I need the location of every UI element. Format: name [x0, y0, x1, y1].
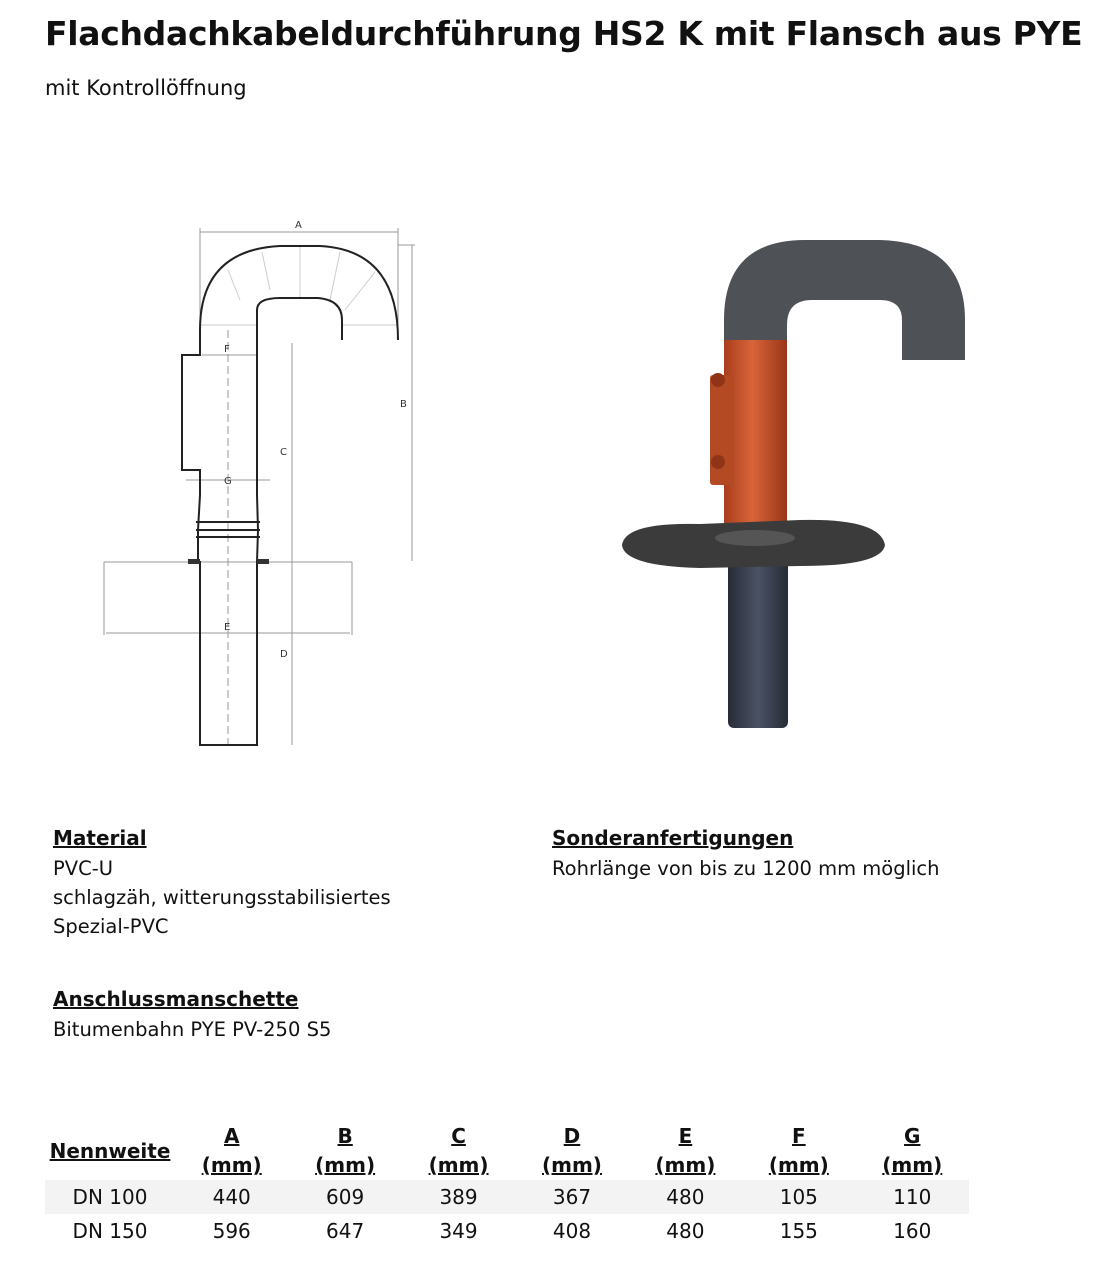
column-unit: (mm)	[882, 1153, 943, 1177]
table-cell: 367	[515, 1180, 628, 1214]
product-photo	[600, 220, 1000, 750]
table-cell: 155	[779, 1219, 818, 1243]
column-letter: G	[904, 1124, 921, 1148]
header-b	[288, 1122, 401, 1180]
column-letter: C	[451, 1124, 466, 1148]
table-cell: 647	[326, 1219, 365, 1243]
label-c: C	[280, 447, 287, 458]
column-letter: A	[223, 1124, 240, 1148]
header-d	[515, 1122, 628, 1180]
header-f	[742, 1122, 855, 1180]
table-cell: 408	[552, 1219, 592, 1243]
header-a	[175, 1122, 288, 1180]
table-cell: 596	[212, 1219, 251, 1243]
sonder-line: Rohrlänge von bis zu 1200 mm möglich	[552, 857, 940, 880]
column-unit: (mm)	[428, 1153, 489, 1177]
header-nennweite: Nennweite	[49, 1138, 171, 1163]
table-cell: 389	[402, 1180, 515, 1214]
column-unit: (mm)	[541, 1153, 602, 1177]
table-cell: 160	[893, 1219, 932, 1243]
label-b: B	[400, 399, 407, 410]
table-cell: 440	[175, 1180, 288, 1214]
column-unit: (mm)	[315, 1153, 376, 1177]
material-line: Spezial-PVC	[53, 915, 169, 938]
label-e: E	[224, 622, 231, 633]
table-cell: 105	[742, 1180, 855, 1214]
column-unit: (mm)	[768, 1153, 829, 1177]
page-subtitle: mit Kontrollöffnung	[45, 76, 247, 100]
header-c	[402, 1122, 515, 1180]
column-letter: D	[563, 1124, 581, 1148]
material-heading: Material	[53, 826, 147, 850]
table-cell: 480	[666, 1219, 705, 1243]
material-line: PVC-U	[53, 857, 114, 880]
manschette-line: Bitumenbahn PYE PV-250 S5	[53, 1018, 332, 1041]
column-unit: (mm)	[655, 1153, 716, 1177]
manschette-heading: Anschlussmanschette	[53, 987, 299, 1011]
column-unit: (mm)	[201, 1153, 262, 1177]
label-f: F	[224, 344, 230, 355]
table-cell: 110	[856, 1180, 969, 1214]
sonder-section	[552, 826, 940, 883]
table-row	[45, 1214, 969, 1248]
sonder-heading: Sonderanfertigungen	[552, 826, 794, 850]
table-cell: 480	[629, 1180, 742, 1214]
material-section	[53, 826, 391, 941]
table-cell: DN 150	[72, 1219, 148, 1243]
label-a: A	[295, 220, 302, 231]
table-cell: 349	[439, 1219, 478, 1243]
column-letter: E	[678, 1124, 693, 1148]
table-cell: DN 100	[45, 1180, 175, 1214]
header-g	[856, 1122, 969, 1180]
table-row	[45, 1180, 969, 1214]
column-letter: F	[791, 1124, 806, 1148]
manschette-section	[53, 987, 331, 1044]
label-d: D	[280, 649, 288, 660]
header-e	[629, 1122, 742, 1180]
dimensions-table	[45, 1122, 969, 1248]
table-cell: 609	[288, 1180, 401, 1214]
material-line: schlagzäh, witterungsstabilisiertes	[53, 886, 391, 909]
label-g: G	[224, 476, 232, 487]
column-letter: B	[337, 1124, 353, 1148]
page-title: Flachdachkabeldurchführung HS2 K mit Flansch aus PYE	[45, 14, 1083, 53]
technical-drawing	[0, 200, 440, 760]
